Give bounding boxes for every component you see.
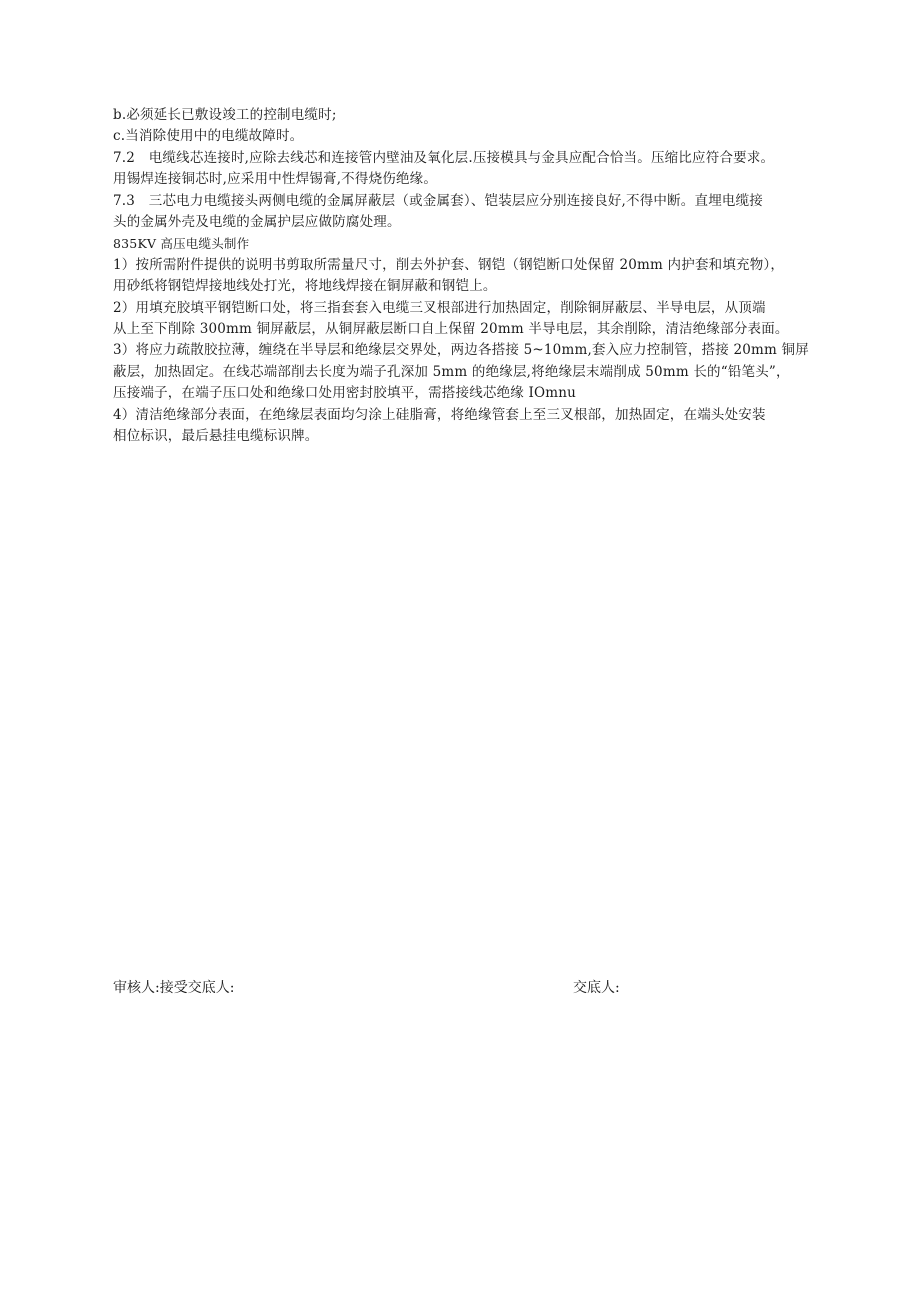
document-body <box>113 105 865 448</box>
paragraph-7-3 <box>113 191 865 234</box>
text-line: 7.3 三芯电力电缆接头两侧电缆的金属屏蔽层（或金属套）、铠装层应分别连接良好,不得中断。直埋电缆接 <box>113 192 764 209</box>
text-line: 7.2 电缆线芯连接时,应除去线芯和连接管内壁油及氧化层.压接模具与金具应配合恰当。压缩比应符合要求。 <box>113 149 775 166</box>
text-line: 头的金属外壳及电缆的金属护层应做防腐处理。 <box>113 214 401 231</box>
step-2 <box>113 298 865 341</box>
text-line: 蔽层，加热固定。在线芯端部削去长度为端子孔深加 5mm 的绝缘层,将绝缘层末端削成 50mm 长的“铅笔头”， <box>113 363 790 380</box>
discloser-label: 交底人: <box>573 980 620 996</box>
step-4 <box>113 405 865 448</box>
section-heading <box>113 233 865 254</box>
step-1 <box>113 255 865 298</box>
text-line: b.必须延长已敷设竣工的控制电缆时; <box>113 107 337 123</box>
reviewer-receiver-label: 审核人:接受交底人: <box>113 980 235 996</box>
paragraph-7-2 <box>113 148 865 191</box>
text-line: 2）用填充胶填平钢铠断口处，将三指套套入电缆三叉根部进行加热固定，削除铜屏蔽层、半导电层，从顶端 <box>113 299 766 316</box>
text-line: c.当消除使用中的电缆故障时。 <box>113 128 304 145</box>
paragraph-b <box>113 105 865 126</box>
text-line: 用锡焊连接铜芯时,应采用中性焊锡膏,不得烧伤绝缘。 <box>113 171 438 188</box>
text-line: 从上至下削除 300mm 铜屏蔽层，从铜屏蔽层断口自上保留 20mm 半导电层，其余削除，清洁绝缘部分表面。 <box>113 321 789 338</box>
paragraph-c <box>113 126 865 147</box>
text-line: 相位标识，最后悬挂电缆标识牌。 <box>113 428 319 445</box>
step-3 <box>113 340 865 404</box>
text-line: 压接端子，在端子压口处和绝缘口处用密封胶填平，需搭接线芯绝缘 IOmnu <box>113 385 577 402</box>
text-line: 3）将应力疏散胶拉薄，缠绕在半导层和绝缘层交界处，两边各搭接 5~10mm,套入应力控制管，搭接 20mm 铜屏 <box>113 342 809 359</box>
section-title: 835KV 高压电缆头制作 <box>113 236 250 252</box>
text-line: 用砂纸将钢铠焊接地线处打光，将地线焊接在铜屏蔽和钢铠上。 <box>113 278 497 295</box>
text-line: 4）清洁绝缘部分表面，在绝缘层表面均匀涂上硅脂膏，将绝缘管套上至三叉根部，加热固定，在端头处安装 <box>113 406 766 423</box>
text-line: 1）按所需附件提供的说明书剪取所需量尺寸，削去外护套、钢铠（钢铠断口处保留 20mm 内护套和填充物）， <box>113 256 785 273</box>
